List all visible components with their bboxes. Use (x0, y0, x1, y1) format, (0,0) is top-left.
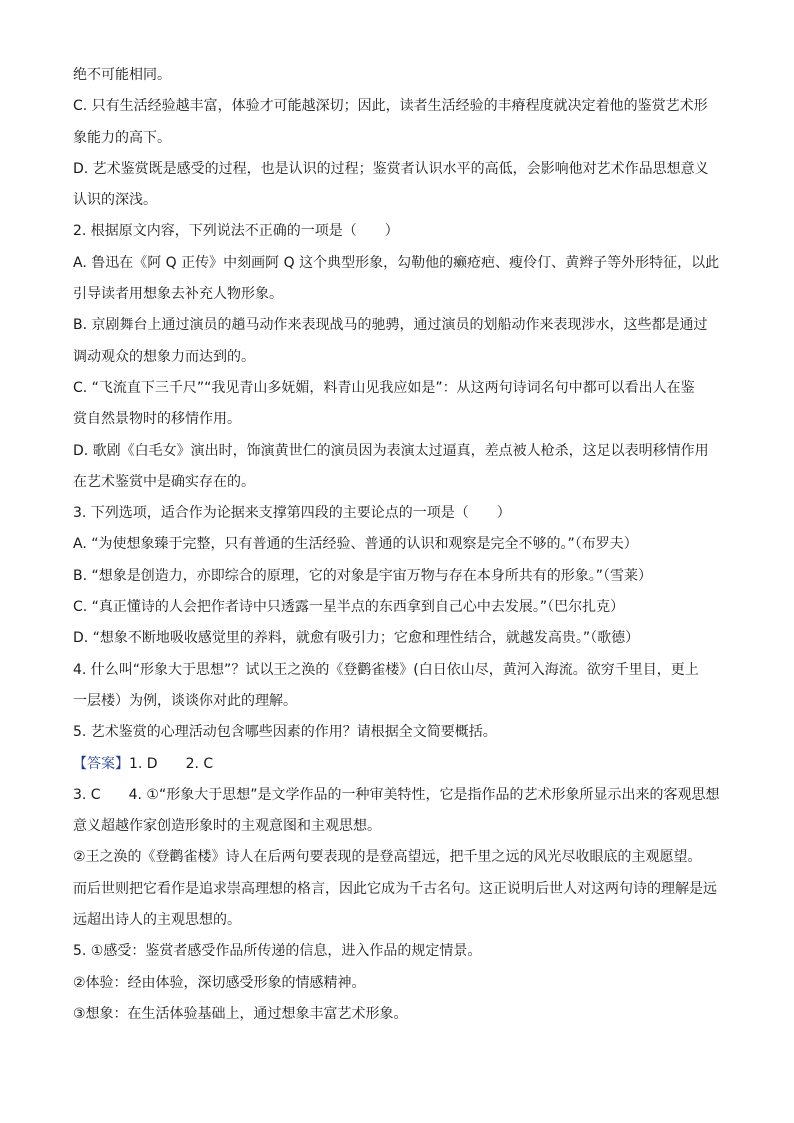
answer-text-line: 远超出诗人的主观思想的。 (73, 912, 241, 929)
answer-text-line: ②王之涣的《登鹳雀楼》诗人在后两句要表现的是登高望远，把千里之远的风光尽收眼底的主观愿望。 (73, 849, 702, 866)
answer-text-line: 3. C 4. ①“形象大于思想”是文学作品的一种审美特性，它是指作品的艺术形象所显示出来的客观思想 (73, 786, 720, 803)
text-line: 调动观众的想象力而达到的。 (73, 348, 255, 365)
text-line: 象能力的高下。 (73, 129, 171, 146)
answer-line (73, 749, 723, 780)
text-line: 绝不可能相同。 (73, 67, 171, 83)
text-line: B. “想象是创造力，亦即综合的原理，它的对象是宇宙万物与存在本身所共有的形象。”（雪莱） (73, 567, 653, 584)
text-line: 一层楼）为例，谈谈你对此的理解。 (73, 692, 297, 709)
text-line: D. 艺术鉴赏既是感受的过程，也是认识的过程；鉴赏者认识水平的高低，会影响他对艺术作品思想意义 (73, 160, 709, 177)
answer-first: 1. D 2. C (129, 755, 214, 772)
text-line: A. “为使想象臻于完整，只有普通的生活经验、普通的认识和观察是完全不够的。”（布罗夫） (73, 536, 638, 553)
text-line: B. 京剧舞台上通过演员的趟马动作来表现战马的驰骋，通过演员的划船动作来表现涉水，这些都是通过 (73, 317, 708, 334)
answer-text-line: ③想象：在生活体验基础上，通过想象丰富艺术形象。 (73, 1005, 408, 1022)
answer-text-line: 意义超越作家创造形象时的主观意图和主观思想。 (73, 818, 381, 835)
answer-tag: 【答案】 (73, 755, 129, 772)
answer-text-line: 而后世则把它看作是追求崇高理想的格言，因此它成为千古名句。这正说明后世人对这两句诗的理解是远 (73, 880, 717, 897)
question-4: 4. 什么叫“形象大于思想”？试以王之涣的《登鹳雀楼》(白日依山尽，黄河入海流。欲穷千里目，更上 (73, 661, 699, 678)
question-5: 5. 艺术鉴赏的心理活动包含哪些因素的作用？请根据全文简要概括。 (73, 724, 497, 741)
document-body (73, 60, 723, 1030)
text-line: 引导读者用想象去补充人物形象。 (73, 286, 283, 303)
question-2: 2. 根据原文内容，下列说法不正确的一项是（ ） (73, 223, 399, 240)
text-line: 在艺术鉴赏中是确实存在的。 (73, 473, 255, 490)
answer-text-line: 5. ①感受：鉴赏者感受作品所传递的信息，进入作品的规定情景。 (73, 943, 482, 960)
text-line: D. 歌剧《白毛女》演出时，饰演黄世仁的演员因为表演太过逼真，差点被人枪杀，这足以表明移情作用 (73, 442, 709, 459)
text-line: C. “飞流直下三千尺”“我见青山多妩媚，料青山见我应如是”：从这两句诗词名句中都可以看出人在鉴 (73, 379, 695, 396)
question-3: 3. 下列选项，适合作为论据来支撑第四段的主要论点的一项是（ ） (73, 505, 511, 522)
text-line: 赏自然景物时的移情作用。 (73, 411, 241, 428)
text-line: 认识的深浅。 (73, 192, 157, 209)
text-line: C. “真正懂诗的人会把作者诗中只透露一星半点的东西拿到自己心中去发展。”（巴尔扎克） (73, 599, 625, 616)
text-line: D. “想象不断地吸收感觉里的养料，就愈有吸引力；它愈和理性结合，就越发高贵。”（歌德） (73, 630, 640, 647)
text-line: C. 只有生活经验越丰富，体验才可能越深切；因此，读者生活经验的丰瘠程度就决定着他的鉴赏艺术形 (73, 98, 708, 115)
answer-text-line: ②体验：经由体验，深切感受形象的情感精神。 (73, 974, 366, 991)
text-line: A. 鲁迅在《阿 Q 正传》中刻画阿 Q 这个典型形象，勾勒他的癞疮疤、瘦伶仃、黄辫子等外形特征，以此 (73, 254, 720, 271)
